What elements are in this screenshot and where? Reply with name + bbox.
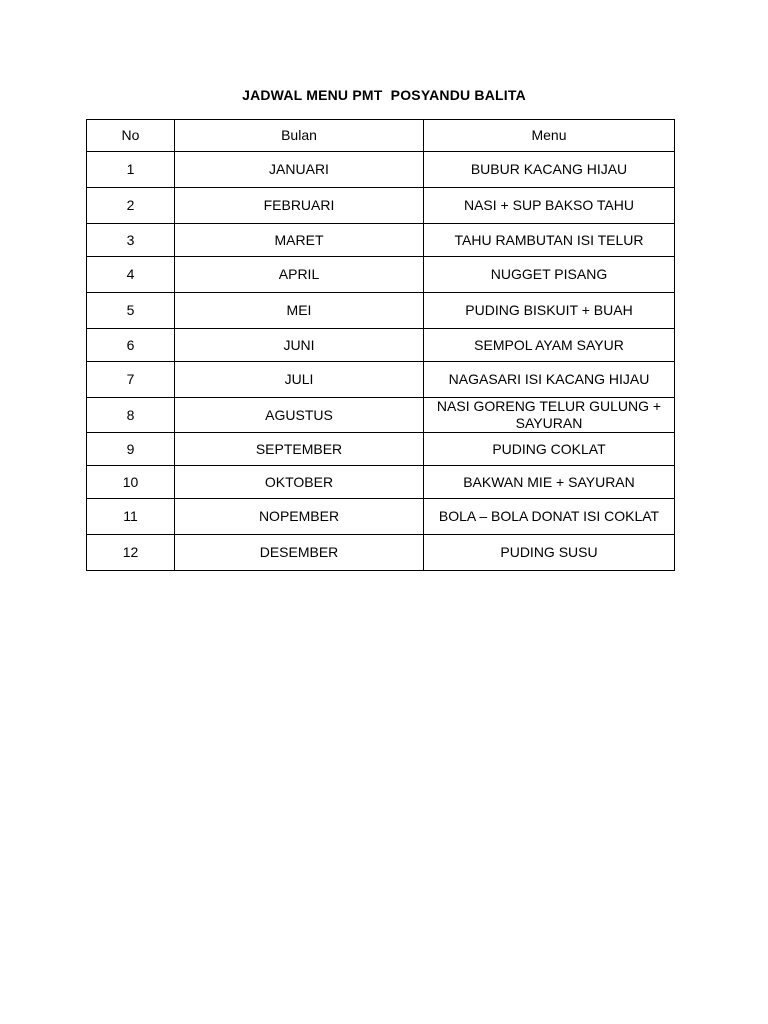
cell-bulan: APRIL [175, 257, 424, 293]
cell-menu: PUDING COKLAT [424, 433, 675, 466]
cell-no: 3 [87, 224, 175, 257]
cell-menu: BOLA – BOLA DONAT ISI COKLAT [424, 499, 675, 535]
cell-no: 4 [87, 257, 175, 293]
cell-no: 10 [87, 466, 175, 499]
table-row [87, 293, 675, 329]
cell-bulan: MARET [175, 224, 424, 257]
cell-bulan: MEI [175, 293, 424, 329]
menu-schedule-table [86, 119, 675, 571]
table-header-row [87, 120, 675, 152]
cell-menu: NASI + SUP BAKSO TAHU [424, 188, 675, 224]
header-bulan: Bulan [175, 120, 424, 152]
cell-bulan: SEPTEMBER [175, 433, 424, 466]
cell-no: 7 [87, 362, 175, 398]
cell-menu: NASI GORENG TELUR GULUNG + SAYURAN [424, 398, 675, 433]
cell-bulan: NOPEMBER [175, 499, 424, 535]
cell-menu: NAGASARI ISI KACANG HIJAU [424, 362, 675, 398]
header-menu: Menu [424, 120, 675, 152]
cell-menu: PUDING SUSU [424, 535, 675, 571]
cell-menu: BAKWAN MIE + SAYURAN [424, 466, 675, 499]
cell-bulan: FEBRUARI [175, 188, 424, 224]
cell-menu: SEMPOL AYAM SAYUR [424, 329, 675, 362]
cell-menu: BUBUR KACANG HIJAU [424, 152, 675, 188]
cell-bulan: OKTOBER [175, 466, 424, 499]
cell-menu: NUGGET PISANG [424, 257, 675, 293]
cell-bulan: JULI [175, 362, 424, 398]
table-row [87, 398, 675, 433]
table-row [87, 224, 675, 257]
cell-no: 6 [87, 329, 175, 362]
cell-bulan: JANUARI [175, 152, 424, 188]
cell-bulan: AGUSTUS [175, 398, 424, 433]
cell-menu: PUDING BISKUIT + BUAH [424, 293, 675, 329]
cell-no: 5 [87, 293, 175, 329]
table-row [87, 257, 675, 293]
table-row [87, 329, 675, 362]
table-row [87, 188, 675, 224]
cell-no: 1 [87, 152, 175, 188]
table-row [87, 499, 675, 535]
cell-no: 11 [87, 499, 175, 535]
cell-no: 12 [87, 535, 175, 571]
cell-no: 9 [87, 433, 175, 466]
header-no: No [87, 120, 175, 152]
cell-bulan: JUNI [175, 329, 424, 362]
table-row [87, 535, 675, 571]
cell-menu: TAHU RAMBUTAN ISI TELUR [424, 224, 675, 257]
cell-no: 8 [87, 398, 175, 433]
cell-bulan: DESEMBER [175, 535, 424, 571]
table-row [87, 152, 675, 188]
cell-no: 2 [87, 188, 175, 224]
table-row [87, 362, 675, 398]
table-row [87, 433, 675, 466]
table-row [87, 466, 675, 499]
document-title: JADWAL MENU PMT POSYANDU BALITA [242, 87, 526, 103]
